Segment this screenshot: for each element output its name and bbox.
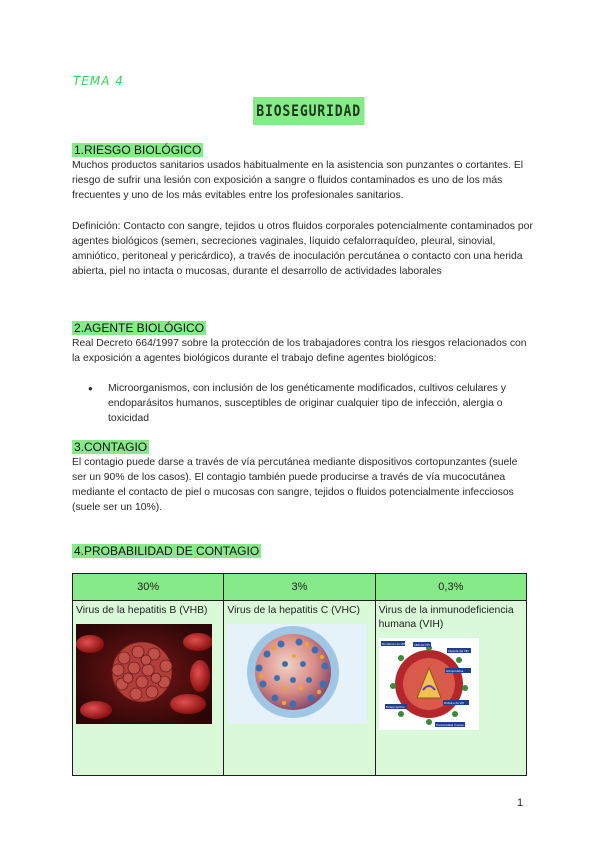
hiv-label-bicapa: Bicapa lipídica [385, 706, 405, 709]
table-row [73, 601, 527, 776]
probability-table [72, 573, 527, 776]
bullet-list [72, 381, 542, 426]
section-heading-probabilidad: 4.PROBABILIDAD DE CONTAGIO [74, 544, 260, 558]
paragraph-contagio: El contagio puede darse a través de vía percutánea mediante dispositivos cortopunzantes (suele ser un 90% de los casos). El contagio también puede producirse a través de vía mucocutánea mediante el contacto de piel o mucosas con sangre, tejidos o fluidos potencialmente infecciosos (suele ser un 10%). [72, 457, 518, 513]
hepatitis-b-virus-image [76, 624, 212, 724]
hiv-label-transcriptasa: Transcriptasa inversa [435, 724, 464, 727]
section-heading-contagio: 3.CONTAGIO [74, 440, 148, 454]
header-cell-vhc: 3% [224, 574, 375, 601]
cell-text-vih: Virus de la inmunodeficiencia humana (VIH) [378, 605, 514, 630]
table-cell-vhc [224, 601, 375, 776]
hiv-label-capside: Cápside del VIH [447, 650, 469, 653]
table-header-row [73, 574, 527, 601]
cell-text-vhb: Virus de la hepatitis B (VHB) [76, 605, 208, 616]
hiv-diagram-image [379, 638, 479, 730]
chapter-label: TEMA 4 [73, 74, 124, 88]
hiv-label-envoltura: Envoltura con VIH [381, 643, 405, 646]
page-title: BIOSEGURIDAD [253, 97, 364, 125]
header-cell-vhb: 30% [73, 574, 224, 601]
paragraph-agente: Real Decreto 664/1997 sobre la protección de los trabajadores contra los riesgos relacionados con la exposición a agentes biológicos durante el trabajo define agentes biológicos: [72, 338, 527, 364]
bullet-item: ● Microorganismos, con inclusión de los genéticamente modificados, cultivos celulares y endoparásitos humanos, susceptibles de originar cualquier tipo de infección, alergia o toxicidad [72, 381, 542, 426]
section-heading-agente: 2.AGENTE BIOLÓGICO [74, 321, 205, 335]
table-cell-vhb [73, 601, 224, 776]
hiv-label-proteina: Proteína de VIH [443, 702, 464, 705]
paragraph-definicion: Definición: Contacto con sangre, tejidos u otros fluidos corporales potencialmente contaminados por agentes biológicos (semen, secreciones vaginales, líquido cefalorraquídeo, pleural, sinovial, amniótico, peritoneal y pericárdico), a través de inoculación percutánea o contacto con una herida abierta, piel no intacta o mucosas, durante el desarrollo de actividades laborales [72, 221, 533, 277]
header-cell-vih: 0,3% [375, 574, 526, 601]
hiv-label-glicoproteina: Glicoproteína [445, 670, 463, 673]
cell-text-vhc: Virus de la hepatitis C (VHC) [227, 605, 360, 616]
hiv-label-arn: ARN del VIH [413, 644, 430, 647]
table-cell-vih [375, 601, 526, 776]
paragraph-riesgo-intro: Muchos productos sanitarios usados habitualmente en la asistencia son punzantes o cortantes. El riesgo de sufrir una lesión con exposición a sangre o fluidos contaminados es uno de los más frecuentes y uno de los más evitables entre los profesionales sanitarios. [72, 160, 524, 201]
hepatitis-c-virus-image [227, 624, 367, 724]
section-heading-riesgo: 1.RIESGO BIOLÓGICO [74, 143, 202, 157]
page-number: 1 [517, 797, 524, 809]
